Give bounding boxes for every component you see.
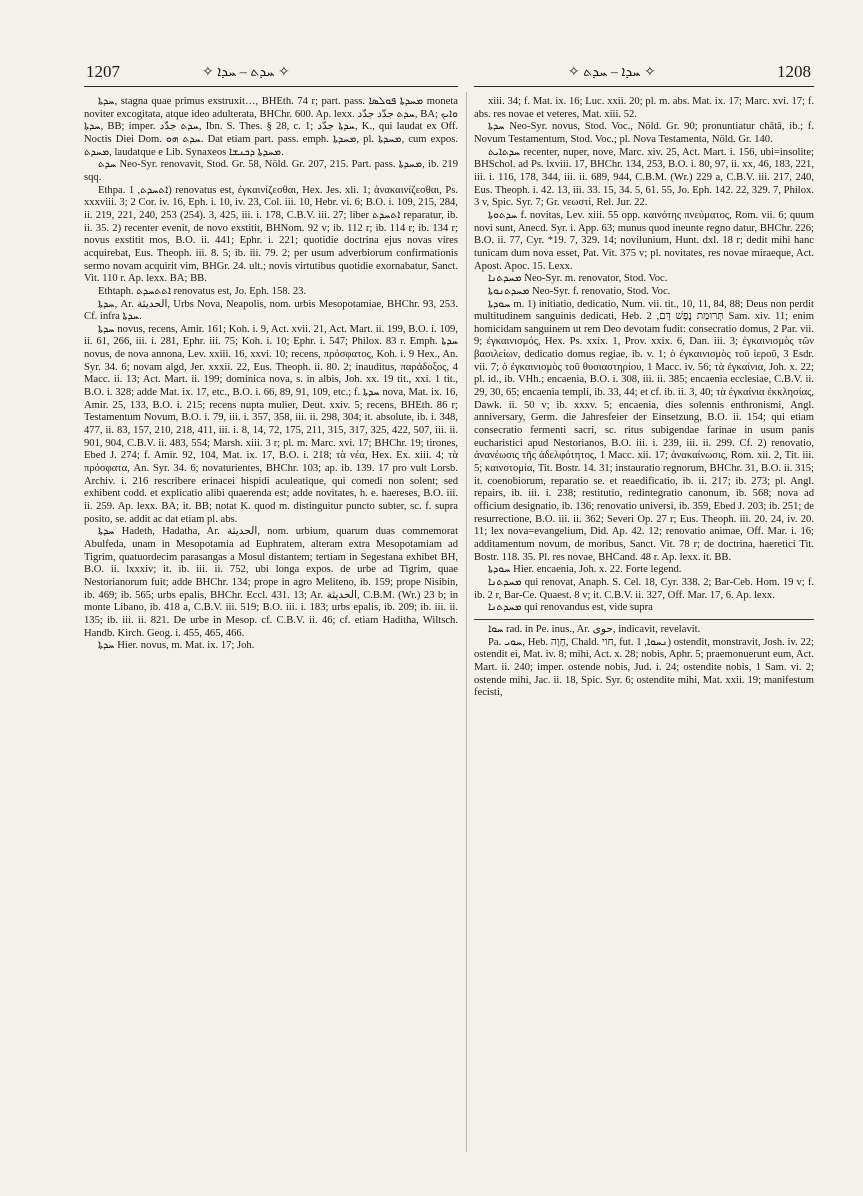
entry-paragraph: Ethtaph. ܐܬܬܚܕܬ renovatus est, Jo. Eph. 158. 23. <box>98 285 307 297</box>
entry-paragraph: ܡܚܕܬܢܐ qui renovandus est, vide supra <box>488 602 653 614</box>
left-running-head: ✧ ܚܕܬ – ܚܕܐ ✧ <box>202 65 290 80</box>
column-divider <box>466 92 467 1152</box>
right-column <box>474 96 814 1160</box>
new-root-entry: ܚܘܐ rad. in Pe. inus., Ar. حوى, indicavit, revelavit. <box>474 619 814 637</box>
entry-paragraph: ܚܕܬܐܝܬ recenter, nuper, nove, Marc. xiv. 25, Act. Mart. i. 156, ubi=insolite; BHSchol. ad Ps. lxviii. 17, BHChr. 134, 253, B.O. i. 80, 97, ii. xx, 46, 183, 221, iii. i. 116, 178, 344, iii. ii. 689, 944, C.B.M. (Wr.) 229 a, C.B.V. iii. 217, 240, Eus. Theoph. i. 42. 13, iii. 33. 15, 34. 5, 61. 55, Jo. Eph. 142. 22, 329. 7, Philox. 3 v, Spic. Syr. 7; Gr. νεωστί, Rel. Jur. 22. <box>474 146 814 209</box>
left-page-number: 1207 <box>86 62 120 81</box>
entry-paragraph: ܚܕܬܐ, Ar. الحديثة, Urbs Nova, Neapolis, nom. urbis Mesopotamiae, BHChr. 93, 253. Cf. infra ܚܕܬܐ. <box>84 298 458 323</box>
entry-paragraph: xiii. 34; f. Mat. ix. 16; Luc. xxii. 20; pl. m. abs. Mat. ix. 17; Marc. xvi. 17; f. abs. res novae et veteres, Mat. xiii. 52. <box>474 96 814 120</box>
right-page-number: 1208 <box>777 62 811 81</box>
entry-paragraph: ܡܚܕܬܢܐ qui renovat, Anaph. S. Cel. 18, Cyr. 338. 2; Bar-Ceb. Hom. 19 v; f. ib. 2 r, Bar-Ce. Quaest. 8 v; it. C.B.V. ii. 327, Off. Mar. 17, 6. Ap. lexx. <box>474 576 814 601</box>
header-rule-left <box>84 86 458 87</box>
page-header <box>0 52 863 88</box>
left-column <box>84 96 458 1160</box>
entry-paragraph: ܚܘܕܬܐ Hier. encaenia, Joh. x. 22. Forte legend. <box>488 564 682 576</box>
entry-paragraph: ܚܕܬܐ, stagna quae primus exstruxit…, BHEth. 74 r; part. pass. ܡܚܕܬܐ ܦܘܠܣܐ moneta noviter excogitata, atque ideo adulterata, BHChr. 600. Ap. lexx. ܚܕܬ جدّد جدّد, BA; ܘܐܝܟ ܚܕܬܐ, BB; imper. ܚܕܬ جدّد, Ibn. S. Thes. § 28, c. 1; ܚܕܬܐ جدّد, K., qui laudat ex Off. Noctis Diei Dom. ܚܕܬ ܗܘ. Dat etiam part. pass. emph. ܡܚܕܬܐ, pl. ܡܚܕܬܐ, cum expos. ܡܚܕܬ, laudatque e Lib. Synaxeos ܡܚܕܬܐ ܕܟܢܫܐ. <box>84 96 458 158</box>
entry-paragraph: ܚܕܬܐ novus, recens, Amir. 161; Koh. i. 9, Act. xvii. 21, Act. Mart. ii. 199, B.O. i. 109, ii. 61, 266, iii. i. 281, Ephr. iii. 75; Koh. i. 10; Ephr. i. 547; Philox. 83 r. Emph. ܚܕܬܐ novus, de nova annona, Lev. xxiii. 16, xxvi. 10; recens, πρόσφατος, Koh. i. 9 Hex., An. Syr. 34. 6; novam algd, Jer. xxxii. 22, Eus. Theoph. ii. 80. 2; inauditus, παράδοξος, 4 Macc. ii. 13; Act. Mart. ii. 199; dominica nova, s. in albis, Joh. xx. 19 tit., xxi. 1 tit., B.O. i. 328; adde Mat. ix. 17, etc., B.O. i. 66, 89, 91, 109, etc.; f. ܚܕܬܐ nova, Mat. ix. 16, Amir. 25, 133, B.O. i. 215; recens nupta mulier, Deut. xxiv. 5; recens, BHEth. 86 r; Testamentum Novum, B.O. i. 79, iii. i. 357, 358, iii. ii. 298, 304; it. absolute, ib. i. 348, 477, ii. 83, 157, 210, 218, 411, iii. i. 8, 14, 72, 175, 211, 315, 317, 325, 422, 507, iii. ii. 901, 904, C.B.V. ii. 483, 554; Marsh. xiii. 3 r; pl. m. Marc. xvi. 17; BHChr. 19; tirones, Ebed J. 274; f. Amir. 92, 104, Mat. ix. 17, B.O. i. 218; τὰ νέα, Hex. Ex. xiii. 4; τὰ πρόσφατα, An. Syr. 34. 6; novaturientes, BHChr. 103; ap. ib. 139. 17 pro vult Lorsb. Archiv. i. 216 rescribere erinacei hispidi aculeatique, qui comedi non solent; sed exhibent codd. et explicatio alibi quaerenda est; adde novitates, h. e. haereses, B.O. iii. ii. 259. Ap. lexx. BA; it. BB; notat K. quod m. distinguitur puncto subter, sc. f. supra posito, se. addit ac dat etiam pl. abs. <box>84 323 458 525</box>
entry-paragraph: Pa. ܚܘܝ, Heb. חָוָה, Chald. חוי, fut. ܢܚܘܐ, 1) ostendit, monstravit, Josh. iv. 22; ostendit ei, Mat. iv. 8; mihi, Act. x. 28; nobis, Aphr. 5; praemonuerunt eum, Act. Mart. ii. 240; imper. ostende nobis, Jud. i. 24; ostendite nobis, 1 Sam. vi. 2; ostende mihi, Jac. ii. 18, Spic. Syr. 6; ostendite mihi, Mat. xxii. 19; manifestum fecisti, <box>474 636 814 699</box>
entry-paragraph: ܚܘܕܬܐ m. 1) initiatio, dedicatio, Num. vii. tit., 10, 11, 84, 88; Deus non perdit multitudinem sanguinis dedicati, Heb. תְּרוּמַת נֶפֶשׁ דָּם, 2 Sam. xiv. 11; enim homicidam sanguinem ut rem Deo devotam fudit: consecratio domus, 2 Par. vii. 9; ἐγκαινισμός, Hex. Ps. xxix. 1, Prov. xxix. 6, Dan. iii. 3; ἐγκαινισμὸς τῶν βασιλείων, dedicatio domus regiae, ib. v. 1; ὁ ἐγκαινισμὸς τοῦ ἱεροῦ, 3 Esdr. vii. 7; ὁ ἐγκαινισμὸς τοῦ θυσιαστηρίου, 1 Macc. iv. 56; τὰ ἐγκαίνια, Joh. x. 22; pl. id., ib. VHh.; encaenia, B.O. i. 308, iii. ii. 385; encaenia ecclesiae, C.B.V. ii. 29, 30, 65; encaenia templi, ib. 33, 44; et cf. ib. ii. 3, 40; τὰ ἐγκαίνια ἐκκλησίας, Dawk. ii. 50 v; ib. xxxv. 5; encaenia, dies solennis enthronismi, Angl. anniversary, Germ. die Jahresfeier der Einsetzung, B.O. ii. 154; qui etiam consecratio fermenti sacri, sc. ritus subigendae farinae in usum panis eucharistici apud Nestorianos, B.O. iii. i. 239, iii. ii. 299. Cf. 2) renovatio, ἀνανέωσις τῆς ἀδελφότητος, 1 Macc. xii. 17; ἀνακαίνωσις, Rom. xii. 2, Tit. iii. 5; καινοτομία, Tit. Bostr. 14. 31; instauratio regnorum, BHChr. 31, B.O. ii. 315; it. coenobiorum, reparatio se. et reaedificatio, ib. ii. 217; ib. 273; pl. Angl. repairs, ib. iii. i. 238; restitutio, redintegratio canonum, ib. 568; nova ad officium designatio, ib. 136; renovatio universi, ib. 359, Ebed J. 203; ib. 251; de resurrectione, B.O. iii. ii. 362; Severi Op. 27 r; Eus. Theoph. iii. 20. 24, iv. 20. 11; lex nova=evangelium, Did. Ap. 42. 12; renovatio animae, Off. Mar. i. 16; additamentum novum, de moribus, Sanct. Vit. 78 r; de doctrina, haeretici Tit. Bostr. 118. 35. Pl. res novae, BHCand. 48 r. Ap. lexx. it. BB. <box>474 298 814 563</box>
entry-paragraph: ܚܕܬ Neo-Syr. renovavit, Stod. Gr. 58, Nöld. Gr. 207, 215. Part. pass. ܡܚܕܬܐ, ib. 219 sqq. <box>84 159 458 183</box>
right-running-head: ✧ ܚܕܐ – ܚܕܬ ✧ <box>568 65 656 80</box>
entry-paragraph: ܚܕܬܐ Neo-Syr. novus, Stod. Voc., Nöld. Gr. 90; pronuntiatur chātā, ib.; f. Novum Testamentum, Stod. Voc.; pl. Nova Testamenta, Nöld. Gr. 140. <box>474 121 814 145</box>
entry-paragraph: ܡܚܕܬܢܐ Neo-Syr. m. renovator, Stod. Voc. <box>488 273 668 285</box>
entry-paragraph: ܡܚܕܬܢܘܬܐ Neo-Syr. f. renovatio, Stod. Voc. <box>488 285 671 297</box>
header-rule-right <box>474 86 814 87</box>
entry-paragraph: Ethpa. ܐܬܚܕܬ, 1) renovatus est, ἐγκαινίζεσθαι, Hex. Jes. xli. 1; ἀνακαινίζεσθαι, Ps. xxxviii. 3; 2 Cor. iv. 16, Eph. i. 10, iv. 23, Col. iii. 10, Hebr. vi. 6; B.O. i. 109, 215, 284, ii. 219, 221, 240, 253 (254). 3, 425, iii. i. 178, C.B.V. iii. 27; liber ܐܬܚܕܬ reparatur, ib. ii. 35. 2) recenter evenit, de novo exstitit, BHNom. 92 v; ib. 112 r; ib. 114 r; ib. 134 r; novus exstitit mos, B.O. ii. 441; Ephr. i. 221; quotidie doctrina ejus novas vires acquirebat, Eus. Theoph. iii. 8. 5; ib. iii. 79. 2; per usum adverbiorum confirmationis sermo novam acquirit vim, BHGr. 24. ult.; novis virtutibus quotidie exornabatur, Sanct. Vit. 110 r. Ap. lexx. BA; BB. <box>84 184 458 285</box>
entry-paragraph: ܚܕܬܐ Hier. novus, m. Mat. ix. 17; Joh. <box>98 640 255 652</box>
entry-paragraph: ܚܕܬܐ Hadeth, Hadatha, Ar. الحديثة, nom. urbium, quarum duas commemorat Abulfeda, unam in Mesopotamia ad Euphratem, alteram extra Mesopotamiam ad Tigrim, quatuordecim parasangas a Mosul distantem; tertiam in Segestana exhibet BH, B.O. ii. lxxxiv; it. ib. iii. ii. 752, ubi longa expos. de urbe ad Tigrim, quae Nestorianorum fuit; adde BHChr. 134; prope in agro Meliteno, ib. 159; prope Nisibin, ib. 469; ib. 565; urbs epalis, BHChr. Eccl. 431. 13; Ar. الحديثة, C.B.M. (Wr.) 23 b; in monte Libano, ib. 418 a, C.B.V. iii. 519; B.O. iii. i. 183; urbs epalis, ib. 209; ib. iii. ii. 135; ib. iii. ii. 821. De urbe in Mesop. cf. C.B.V. ii. 46; cf. etiam Haditha, Wiltsch. Handb. Kirch. Geog. i. 455, 465, 466. <box>84 526 458 639</box>
entry-paragraph: ܚܕܬܘܬܐ f. novitas, Lev. xiii. 55 opp. καινότης πνεύματος, Rom. vii. 6; quum novi sunt, Anecd. Syr. i. App. 63; munus quod ineunte regno datur, BHChr. 226; B.O. ii. 77, Cyr. *19. 7, 329. 14; novilunium, Hunt. dxl. 18 r; dedit mihi hanc tunicam dum nova esset, Pat. Vit. 375 v; pl. novitates, res novae miraeque, Act. Apost. Apoc. 15. Lexx. <box>474 209 814 272</box>
